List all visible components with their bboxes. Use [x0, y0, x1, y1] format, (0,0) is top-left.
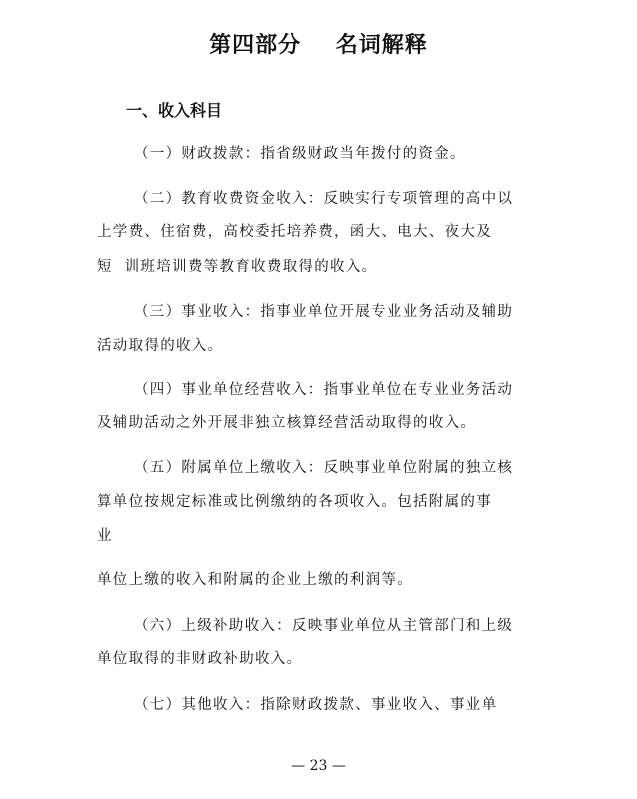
text-line: 活动取得的收入。 — [97, 338, 224, 354]
text-line: （五）附属单位上缴收入：反映事业单位附属的独立核 — [134, 460, 514, 476]
text-line: 业 — [97, 528, 113, 544]
text-line: （四）事业单位经营收入：指事业单位在专业业务活动 — [134, 382, 514, 398]
page-number: — 23 — — [291, 758, 346, 774]
text-line: （二）教育收费资金收入：反映实行专项管理的高中以 — [134, 191, 514, 207]
text-line: 算单位按规定标准或比例缴纳的各项收入。包括附属的事 — [97, 494, 492, 510]
text-line: 单位上缴的收入和附属的企业上缴的利润等。 — [97, 572, 413, 588]
page-title: 第四部分 名词解释 — [209, 33, 428, 58]
text-line: 及辅助活动之外开展非独立核算经营活动取得的收入。 — [97, 415, 477, 431]
text-line: 单位取得的非财政补助收入。 — [97, 651, 303, 667]
section-heading: 一、收入科目 — [126, 101, 223, 120]
text-line: 上学费、住宿费，高校委托培养费，函大、电大、夜大及 — [97, 224, 492, 240]
text-line: （三）事业收入：指事业单位开展专业业务活动及辅助 — [134, 304, 514, 320]
text-line: （七）其他收入：指除财政拨款、事业收入、事业单 — [134, 697, 498, 713]
text-line: 短 训班培训费等教育收费取得的收入。 — [97, 259, 378, 275]
text-line: （一）财政拨款：指省级财政当年拨付的资金。 — [134, 146, 466, 162]
text-line: （六）上级补助收入：反映事业单位从主管部门和上级 — [134, 618, 514, 634]
